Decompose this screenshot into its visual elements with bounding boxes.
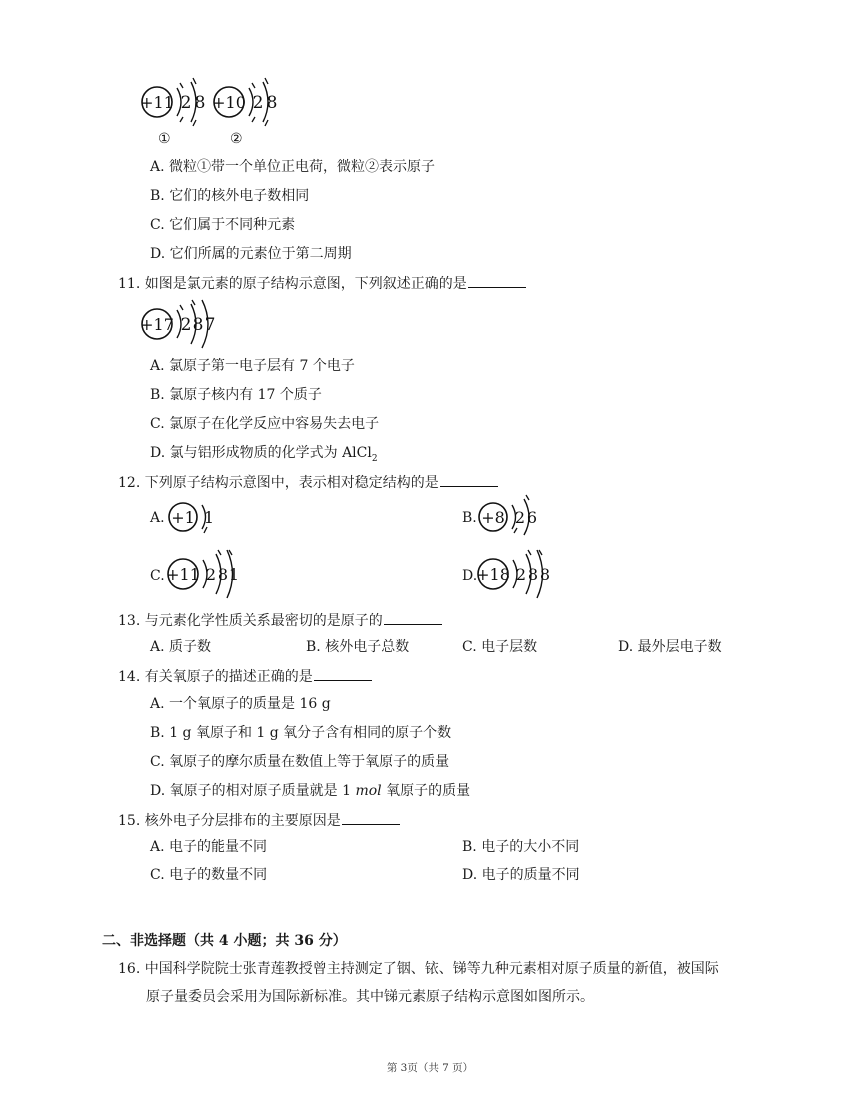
q14-option-d: D. 氧原子的相对原子质量就是 1 mol 氧原子的质量 [150,783,471,799]
q14-option-a: A. 一个氧原子的质量是 16 g [150,696,331,712]
svg-text:+11: +11 [166,565,200,584]
q11-option-a: A. 氯原子第一电子层有 7 个电子 [150,358,355,374]
q14-option-c: C. 氧原子的摩尔质量在数值上等于氧原子的质量 [150,754,450,770]
svg-text:1: 1 [228,565,240,584]
q12-atom-b [476,495,546,539]
q11-option-b: B. 氯原子核内有 17 个质子 [150,387,322,403]
q12-option-d-label: D. [462,568,478,584]
svg-text:6: 6 [526,508,538,527]
atom-label-2: ② [230,131,243,147]
svg-text:8: 8 [266,93,278,113]
atom-diagram-1 [140,78,210,128]
answer-blank[interactable] [384,612,442,625]
answer-blank[interactable] [468,275,526,288]
svg-text:+11: +11 [140,93,174,112]
q11-option-d: D. 氯与铝形成物质的化学式为 AlCl$_2$ [150,445,378,464]
q13-option-a: A. 质子数 [150,639,212,655]
q12-option-c-label: C. [150,568,165,584]
q15-option-c: C. 电子的数量不同 [150,867,268,883]
q11-atom-diagram [140,300,220,350]
q15-option-d: D. 电子的质量不同 [462,867,580,883]
q13-option-c: C. 电子层数 [462,639,538,655]
svg-text:2: 2 [180,315,192,335]
q12-atom-c [166,550,246,598]
atom-diagram-2 [212,78,282,128]
q10-option-d: D. 它们所属的元素位于第二周期 [150,246,352,262]
svg-text:+10: +10 [212,93,246,112]
answer-blank[interactable] [440,474,498,487]
svg-text:2: 2 [205,565,217,584]
q12-option-a-label: A. [150,510,165,526]
q16-line-1: 16. 中国科学院院士张青莲教授曾主持测定了铟、铱、锑等九种元素相对原子质量的新值，被国际 [118,961,719,977]
svg-text:+1: +1 [171,508,195,527]
svg-text:+17: +17 [140,315,174,334]
q13-option-b: B. 核外电子总数 [306,639,410,655]
svg-text:+18: +18 [476,565,510,584]
answer-blank[interactable] [342,812,400,825]
q14-option-b: B. 1 g 氧原子和 1 g 氧分子含有相同的原子个数 [150,725,452,741]
svg-text:2: 2 [515,565,527,584]
q10-option-c: C. 它们属于不同种元素 [150,217,296,233]
svg-text:8: 8 [539,565,551,584]
q10-option-a: A. 微粒①带一个单位正电荷，微粒②表示原子 [150,159,436,175]
svg-text:2: 2 [180,93,192,113]
svg-text:2: 2 [252,93,264,113]
section-heading: 二、非选择题（共 4 小题；共 36 分） [102,933,347,949]
atom-label-1: ① [158,131,171,147]
q15-option-b: B. 电子的大小不同 [462,839,580,855]
q12-atom-d [476,550,556,598]
q12-atom-a [166,495,226,539]
svg-text:2: 2 [514,508,526,527]
q10-option-b: B. 它们的核外电子数相同 [150,188,310,204]
q12-stem: 12. 下列原子结构示意图中，表示相对稳定结构的是 [118,472,498,492]
svg-text:8: 8 [527,565,539,584]
page-footer: 第 3页（共 7 页） [386,1062,474,1074]
q16-line-2: 原子量委员会采用为国际新标准。其中锑元素原子结构示意图如图所示。 [146,989,594,1005]
svg-text:8: 8 [194,93,206,113]
q13-stem: 13. 与元素化学性质关系最密切的是原子的 [118,610,442,630]
svg-text:8: 8 [217,565,229,584]
q15-option-a: A. 电子的能量不同 [150,839,268,855]
q13-option-d: D. 最外层电子数 [618,639,722,655]
q15-stem: 15. 核外电子分层排布的主要原因是 [118,810,400,830]
q11-stem: 11. 如图是氯元素的原子结构示意图，下列叙述正确的是 [118,273,526,293]
svg-text:1: 1 [203,508,215,527]
q11-option-c: C. 氯原子在化学反应中容易失去电子 [150,416,380,432]
svg-text:8: 8 [192,315,204,335]
answer-blank[interactable] [314,668,372,681]
svg-text:+8: +8 [481,508,505,527]
q12-option-b-label: B. [462,510,477,526]
q14-stem: 14. 有关氧原子的描述正确的是 [118,666,372,686]
svg-text:7: 7 [204,315,216,335]
